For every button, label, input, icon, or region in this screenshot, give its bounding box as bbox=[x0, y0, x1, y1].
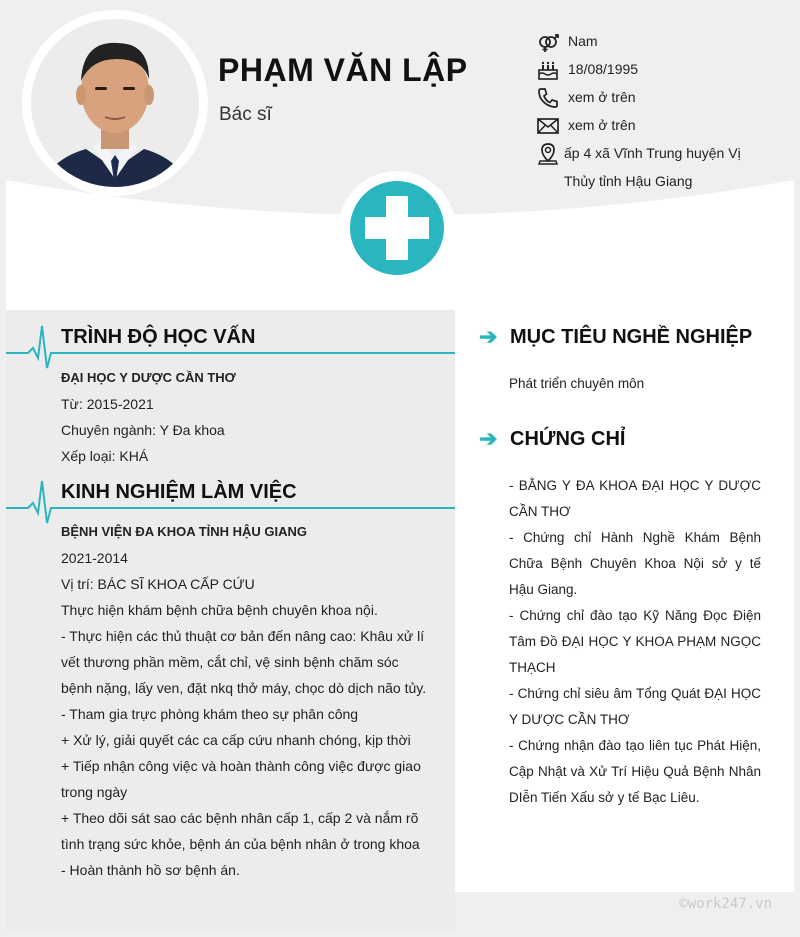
map-pin-icon bbox=[536, 142, 560, 166]
certificate-item: - Chứng chỉ đào tạo Kỹ Năng Đọc Điện Tâm Đồ ĐẠI HỌC Y KHOA PHẠM NGỌC THẠCH bbox=[509, 608, 761, 675]
experience-line: + Tiếp nhận công việc và hoàn thành công việc được giao bbox=[61, 758, 421, 774]
contact-phone bbox=[536, 86, 776, 114]
contact-address bbox=[536, 142, 776, 198]
experience-block bbox=[61, 519, 446, 883]
gender-icon bbox=[536, 30, 560, 54]
arrow-right-icon: ➔ bbox=[479, 324, 498, 349]
contact-email bbox=[536, 114, 776, 142]
certificate-item: - BẰNG Y ĐA KHOA ĐẠI HỌC Y DƯỢC CẦN THƠ bbox=[509, 478, 761, 519]
contact-info bbox=[536, 30, 776, 198]
experience-line: Thực hiện khám bệnh chữa bệnh chuyên khoa nội. bbox=[61, 602, 378, 618]
arrow-right-icon: ➔ bbox=[479, 426, 498, 451]
education-title: TRÌNH ĐỘ HỌC VẤN bbox=[61, 326, 256, 348]
medical-cross-icon bbox=[350, 181, 444, 275]
company-name: BỆNH VIỆN ĐA KHOA TỈNH HẬU GIANG bbox=[61, 524, 308, 539]
experience-line: Vị trí: BÁC SĨ KHOA CẤP CỨU bbox=[61, 576, 255, 592]
experience-line: + Theo dõi sát sao các bệnh nhân cấp 1, cấp 2 và nắm rõ bbox=[61, 810, 419, 826]
phone-text: xem ở trên bbox=[568, 89, 636, 105]
experience-title: KINH NGHIỆM LÀM VIỆC bbox=[61, 481, 297, 503]
experience-line: trong ngày bbox=[61, 784, 128, 800]
phone-icon bbox=[536, 86, 560, 110]
education-period: Từ: 2015-2021 bbox=[61, 396, 154, 412]
address-line-2: Thủy tỉnh Hậu Giang bbox=[564, 173, 693, 189]
experience-line: bệnh nặng, lấy ven, đặt nkq thở máy, chọc dò dịch não tủy. bbox=[61, 680, 427, 696]
candidate-name: PHẠM VĂN LẬP bbox=[218, 52, 468, 88]
certificates-list bbox=[509, 473, 761, 811]
education-block bbox=[61, 365, 441, 469]
experience-line: - Tham gia trực phòng khám theo sự phân công bbox=[61, 706, 359, 722]
certificate-item: - Chứng chỉ Hành Nghề Khám Bệnh Chữa Bệnh Chuyên Khoa Nội sở y tế Hậu Giang. bbox=[509, 530, 761, 597]
address-line-1: ấp 4 xã Vĩnh Trung huyện Vị bbox=[564, 145, 741, 161]
contact-gender bbox=[536, 30, 776, 58]
watermark: ©work247.vn bbox=[679, 896, 772, 912]
objective-text: Phát triển chuyên môn bbox=[509, 376, 645, 391]
objective-title: MỤC TIÊU NGHỀ NGHIỆP bbox=[510, 326, 753, 348]
experience-line: - Hoàn thành hồ sơ bệnh án. bbox=[61, 862, 240, 878]
experience-line: + Xử lý, giải quyết các ca cấp cứu nhanh chóng, kịp thời bbox=[61, 732, 411, 748]
experience-line: vết thương phần mềm, cắt chỉ, vệ sinh bệnh chăm sóc bbox=[61, 654, 399, 670]
gender-text: Nam bbox=[568, 33, 598, 49]
education-major: Chuyên ngành: Y Đa khoa bbox=[61, 422, 225, 438]
avatar bbox=[31, 19, 199, 187]
email-text: xem ở trên bbox=[568, 117, 636, 133]
envelope-icon bbox=[536, 114, 560, 138]
experience-period: 2021-2014 bbox=[61, 550, 128, 566]
certificate-item: - Chứng nhận đào tạo liên tục Phát Hiện, Cập Nhật và Xử Trí Hiệu Quả Bệnh Nhân DIễn Tiến Xấu sở y tế Bạc Liêu. bbox=[509, 738, 761, 805]
certificates-title: CHỨNG CHỈ bbox=[510, 428, 626, 450]
education-grade: Xếp loại: KHÁ bbox=[61, 448, 149, 464]
job-title: Bác sĩ bbox=[219, 104, 272, 125]
experience-line: tình trạng sức khỏe, bệnh án của bệnh nhân ở trong khoa bbox=[61, 836, 420, 852]
school-name: ĐẠI HỌC Y DƯỢC CẦN THƠ bbox=[61, 370, 236, 385]
certificate-item: - Chứng chỉ siêu âm Tổng Quát ĐẠI HỌC Y DƯỢC CẦN THƠ bbox=[509, 686, 761, 727]
birthday-text: 18/08/1995 bbox=[568, 61, 639, 77]
experience-line: - Thực hiện các thủ thuật cơ bản đến nâng cao: Khâu xử lí bbox=[61, 628, 425, 644]
birthday-cake-icon bbox=[536, 58, 560, 82]
contact-birthday bbox=[536, 58, 776, 86]
